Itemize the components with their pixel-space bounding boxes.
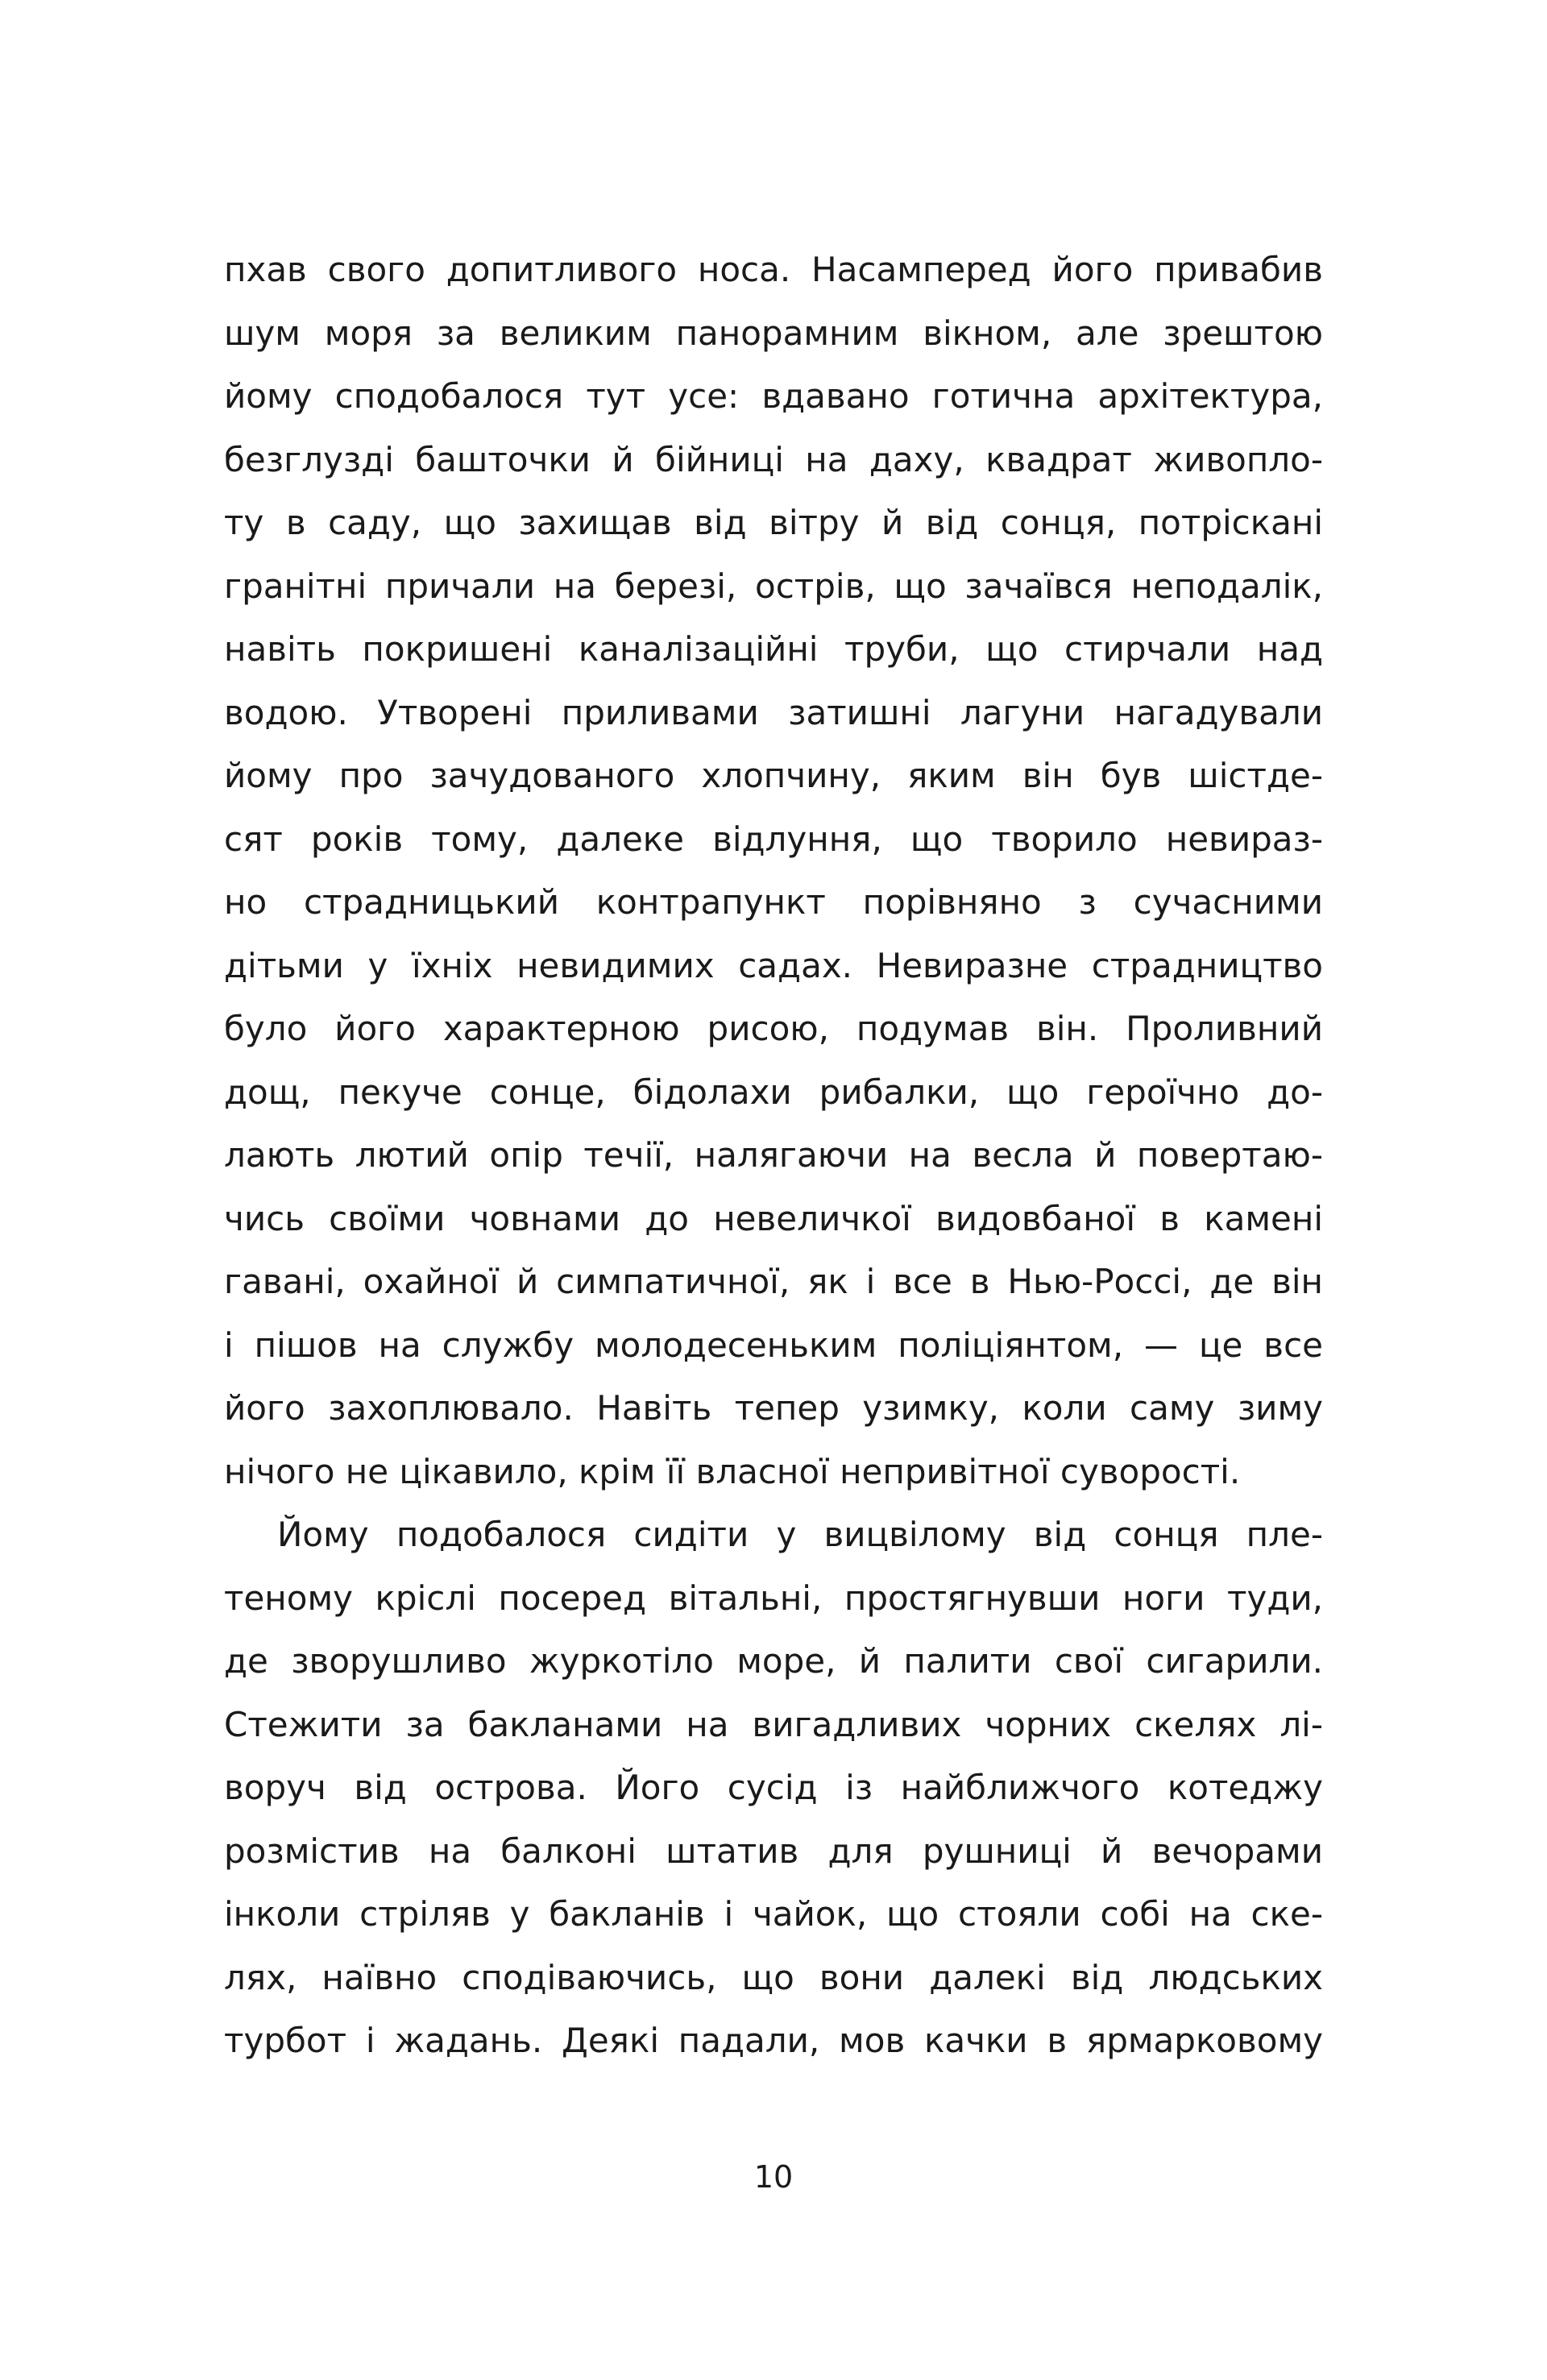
text-line: дітьми у їхніх невидимих садах. Невиразне страдництво: [224, 945, 1323, 985]
text-line: лях, наївно сподіваючись, що вони далекі від людських: [224, 1957, 1323, 1997]
text-line: безглузді башточки й бійниці на даху, квадрат живопло-: [224, 439, 1323, 479]
text-line: дощ, пекуче сонце, бідолахи рибалки, що героїчно до-: [224, 1072, 1323, 1112]
text-line: і пішов на службу молодесеньким поліціянтом, — це все: [224, 1325, 1323, 1365]
text-line: пхав свого допитливого носа. Насамперед його привабив: [224, 250, 1323, 289]
text-line: Йому подобалося сидіти у вицвілому від сонця пле-: [277, 1515, 1323, 1554]
paragraph-2: [224, 1503, 1323, 2073]
text-line: його захоплювало. Навіть тепер узимку, коли саму зиму: [224, 1388, 1323, 1428]
text-line: гавані, охайної й симпатичної, як і все в Нью-Россі, де він: [224, 1262, 1323, 1301]
text-line: лають лютий опір течії, налягаючи на весла й повертаю-: [224, 1135, 1323, 1175]
text-line: ту в саду, що захищав від вітру й від сонця, потріскані: [224, 503, 1323, 542]
paragraph-1: [224, 238, 1323, 1503]
text-line: йому про зачудованого хлопчину, яким він був шістде-: [224, 756, 1323, 795]
body-text: [224, 238, 1323, 2073]
text-line: водою. Утворені приливами затишні лагуни нагадували: [224, 692, 1323, 732]
text-line: йому сподобалося тут усе: вдавано готична архітектура,: [224, 376, 1323, 416]
text-line: шум моря за великим панорамним вікном, але зрештою: [224, 313, 1323, 353]
text-line: навіть покришені каналізаційні труби, що стирчали над: [224, 629, 1323, 669]
page-number: 10: [753, 2159, 794, 2195]
text-line: гранітні причали на березі, острів, що зачаївся неподалік,: [224, 566, 1323, 606]
text-line: турбот і жадань. Деякі падали, мов качки в ярмарковому: [224, 2021, 1323, 2060]
text-line: інколи стріляв у бакланів і чайок, що стояли собі на ске-: [224, 1894, 1323, 1934]
text-line: воруч від острова. Його сусід із найближчого котеджу: [224, 1768, 1323, 1807]
text-line: сят років тому, далеке відлуння, що творило невираз-: [224, 819, 1323, 859]
text-line: розмістив на балконі штатив для рушниці й вечорами: [224, 1831, 1323, 1871]
text-line: було його характерною рисою, подумав він. Проливний: [224, 1009, 1323, 1048]
text-line: но страдницький контрапункт порівняно з сучасними: [224, 882, 1323, 922]
text-line: Стежити за бакланами на вигадливих чорних скелях лі-: [224, 1704, 1323, 1744]
text-line: де зворушливо журкотіло море, й палити свої сигарили.: [224, 1641, 1323, 1681]
text-line: теному кріслі посеред вітальні, простягнувши ноги туди,: [224, 1578, 1323, 1618]
text-line: чись своїми човнами до невеличкої видовбаної в камені: [224, 1198, 1323, 1238]
text-line: нічого не цікавило, крім її власної непривітної суворості.: [224, 1451, 1241, 1491]
